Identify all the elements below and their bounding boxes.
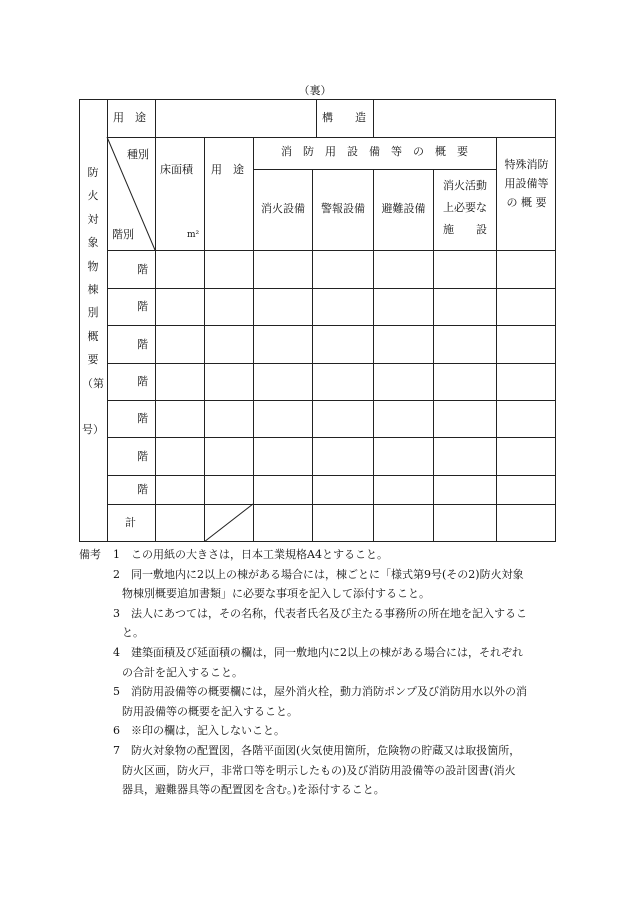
type-label: 種別	[127, 148, 149, 161]
side-title-char: 象	[87, 236, 99, 250]
note-line: ※印の欄は，記入しないこと。	[131, 724, 285, 738]
side-title-char	[79, 395, 107, 418]
note-line: と。	[122, 626, 144, 640]
form-side-title	[79, 161, 107, 442]
side-title-char: 号）	[82, 423, 104, 437]
note-number: 4	[113, 645, 120, 659]
usage-label: 用 途	[113, 111, 146, 124]
side-title-char: 防	[87, 166, 99, 179]
firefighting-line: 上必要な	[443, 201, 487, 214]
firefighting-facility-label	[434, 175, 496, 241]
firefighting-line: 施 設	[443, 223, 487, 236]
note-line: 防用設備等の概要を記入すること。	[122, 704, 298, 718]
floor-label: 階別	[112, 228, 134, 241]
notes-heading: 備考	[79, 548, 101, 561]
note-line: 建築面積及び延面積の欄は，同一敷地内に2以上の棟がある場合には，それぞれ	[131, 645, 523, 659]
firefighting-line: 消火活動	[443, 179, 487, 192]
alarm-equipment-label: 警報設備	[321, 202, 365, 215]
side-title-char: 要	[87, 353, 99, 367]
note-line: この用紙の大きさは，日本工業規格A4とすること。	[131, 548, 388, 561]
note-number: 6	[113, 724, 120, 738]
evacuation-equipment-label: 避難設備	[381, 202, 426, 215]
note-item	[79, 721, 559, 741]
floor-row-label: 階	[137, 263, 148, 276]
page-heading: （裏）	[298, 84, 332, 97]
note-number: 3	[113, 606, 120, 620]
side-title-char: 棟	[87, 283, 99, 297]
special-equipment-line: の 概 要	[506, 196, 547, 209]
note-item	[79, 682, 559, 721]
building-summary-form	[79, 99, 556, 542]
note-item	[79, 545, 559, 565]
side-title-char: 物	[87, 259, 99, 273]
side-title-char: 別	[87, 306, 99, 320]
special-equipment-line: 用設備等	[504, 177, 549, 190]
floor-area-label: 床面積	[160, 163, 193, 176]
floor-row-label: 階	[137, 412, 148, 425]
special-equipment-line: 特殊消防	[504, 158, 549, 171]
note-number: 7	[113, 743, 120, 757]
special-equipment-label	[497, 155, 556, 212]
notes-section	[79, 545, 559, 800]
total-row-label: 計	[125, 516, 136, 529]
note-line: 防火区画，防火戸，非常口等を明示したもの)及び消防用設備等の設計図書(消火	[122, 763, 516, 777]
fire-extinguishing-label: 消火設備	[261, 202, 305, 215]
note-item	[79, 643, 559, 682]
note-line: 消防用設備等の概要欄には，屋外消火栓，動力消防ポンプ及び消防用水以外の消	[131, 685, 527, 699]
side-title-char: 火	[87, 189, 99, 203]
note-number: 2	[113, 567, 120, 581]
floor-row-label: 階	[137, 450, 148, 463]
note-line: の合計を記入すること。	[122, 665, 243, 679]
side-title-char: 対	[87, 212, 99, 226]
note-line: 器具，避難器具等の配置図を含む。)を添付すること。	[122, 783, 385, 797]
floor-row-label: 階	[137, 338, 148, 351]
note-line: 防火対象物の配置図，各階平面図(火気使用箇所，危険物の貯蔵又は取扱箇所，	[131, 743, 521, 757]
note-line: 同一敷地内に2以上の棟がある場合には，棟ごとに「様式第9号(その2)防火対象	[131, 567, 524, 581]
note-line: 物棟別概要追加書類」に必要な事項を記入して添付すること。	[122, 587, 430, 601]
note-item	[79, 741, 559, 800]
fire-equipment-summary-label: 消 防 用 設 備 等 の 概 要	[281, 145, 468, 158]
side-title-char: 概	[87, 329, 99, 343]
floor-row-label: 階	[137, 375, 148, 388]
side-title-char: （第	[82, 376, 104, 390]
square-meter-unit: m²	[187, 230, 200, 240]
note-line: 法人にあつては，その名称，代表者氏名及び主たる事務所の所在地を記入するこ	[131, 606, 527, 620]
floor-row-label: 階	[137, 483, 148, 496]
note-item	[79, 604, 559, 643]
note-number: 5	[113, 685, 120, 699]
note-item	[79, 565, 559, 604]
form-grid	[79, 99, 556, 542]
structure-label: 構 造	[322, 111, 366, 124]
usage-column-label: 用 途	[211, 163, 244, 176]
note-number: 1	[113, 548, 120, 561]
floor-row-label: 階	[137, 300, 148, 313]
